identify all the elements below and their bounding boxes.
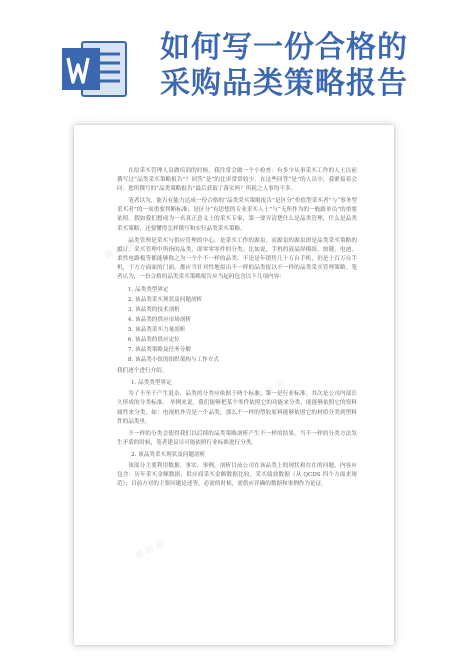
title-line-2: 采购品类策略报告 [160, 66, 408, 101]
watermark: ▦ ▦ ▦ [133, 539, 166, 561]
body-paragraph: 在给采买管理人员做培训的时候，我往常会做一个小检查：有多少从事采买工作的人士以前撰写过“品类采买策略报告”？回答“是”的比率常常较少。在这些回答“是”的人员中，我紧接着会问：您所撰写的“品类策略报告”最后获取了落实吗？所耗之人事均不多。 [117, 168, 357, 193]
outline-item: 6. 该品类的供应定位 [135, 335, 357, 345]
outline-item: 8. 该品类小组的组织架构与工作方式 [135, 355, 357, 365]
body-paragraph: 为了不至于产生混杂，品类的分类应依据于两个标准。第一是行业标准。其次是公司内部长久形成的分类标准。 举例来说，我们能够把某个零件依照它的功能来分类，能能够依照它的资料属性来分类，如：电视机外壳是一个品类，那么不一样的塑胶原料能够依照它的材质分类到塑料件的品类里。 [117, 391, 357, 425]
page-title [160, 30, 460, 102]
outline-item: 5. 该品类采买力量剖析 [135, 325, 357, 335]
watermark: ▦ ▦ ▦ [253, 379, 286, 401]
page-header [0, 0, 474, 112]
word-document-icon [60, 38, 128, 100]
outline-item: 2. 该品类采买现状及问题剖析 [135, 295, 357, 305]
outline-item: 3. 该品类的技术剖析 [135, 305, 357, 315]
outline-item: 4. 该品类的供应市场剖析 [135, 315, 357, 325]
outline-item: 1. 品类类型界定 [135, 285, 357, 295]
intro-next: 我们逐个进行介绍。 [117, 368, 168, 375]
watermark: ▦ ▦ ▦ [103, 239, 136, 261]
title-line-1: 如何写一份合格的 [160, 30, 408, 65]
document-page [74, 125, 394, 645]
body-paragraph: 品类管理是采买与供应管理的中心，是采买工作的源泉，而源泉的源泉即是品类采买策略的拟订。采买管理中所指的品类，即零零零件的分类。比如说，手机的液晶屏模组、按键、电池、柔性电路板等都能够称之为一个个不一样的品类。不论是年销售几十万台手机，仍是上百万台手机，于方方面面的门面，都应当针对性地拟出不一样的品类报以不一样的品类采买管理策略。笔者认为，一份合格的品类采买策略报告应当起码包含以下几项内容： [117, 237, 357, 281]
body-paragraph: 不一样的分类会使得我们以后续的品类策略剖析产生不一样的结果。当不一样的分类方法发生矛盾的时候，笔者建议尽可能依照行业标准进行分类。 [117, 430, 357, 446]
document-body [117, 167, 357, 492]
body-paragraph: 该部分主要利用数据、事实，事例，剖析目前公司在该品类上的现状和存在的问题，内容应包含：历年采买金额数据；供应商采买金额数据比较，采买绩效数据（从 QCDS 四个方面来规范）；目前方对的主要问题论述等。必需的时候，需供应详确的数据和事例作为论证。 [117, 462, 357, 488]
body-paragraph: 笔者以为，能否有能力达成一份合格的“品类采买策略报告”是区分“价值型采买者”与“事务型采买者”的一项重要判断标准；是区分“有思想的专业采买人士”与“无所作为的一般跟单员”的重要依照。假如我们想成为一名真正意义上的采买专家，第一要弄清楚什么是品类管理，什么是品类采买策略，还要懂得怎样撰写和实行品类采买策略。 [117, 198, 357, 232]
section-heading: 1. 品类类型界定 [131, 380, 172, 387]
outline-list [117, 285, 357, 365]
section-heading: 2. 该品类采买现状及问题剖析 [131, 451, 206, 458]
outline-item: 7. 该品类策略及任务分解 [135, 345, 357, 355]
